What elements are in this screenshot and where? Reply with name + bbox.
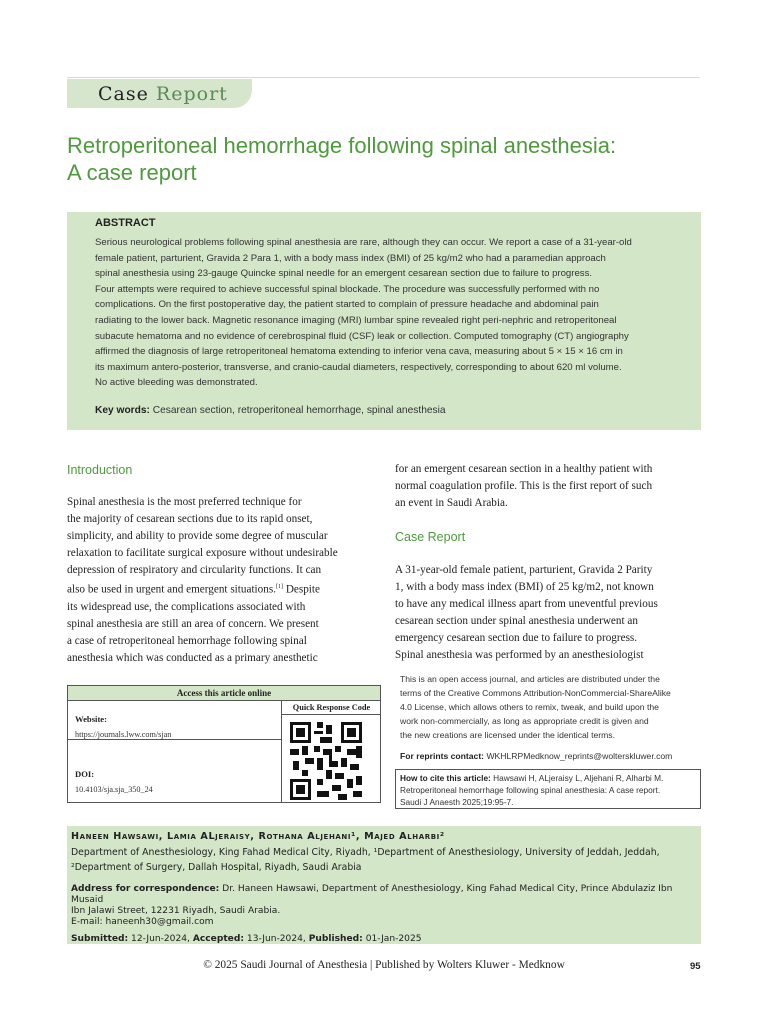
abstract-line: affirmed the diagnosis of large retroperitoneal hematoma extending to inferior vena cava, measuring about 5 × 15 × 16 cm in bbox=[95, 346, 623, 358]
cite-line-2: Retroperitoneal hemorrhage following spinal anesthesia: A case report. bbox=[400, 785, 661, 795]
intro-line: Spinal anesthesia is the most preferred technique for bbox=[67, 496, 302, 508]
abstract-line: subacute hematoma and no evidence of cerebrospinal fluid (CSF) leak or collection. Computed tomography (CT) angiography bbox=[95, 330, 629, 342]
intro-line: its widespread use, the complications associated with bbox=[67, 600, 306, 613]
corr-line-1 bbox=[71, 884, 697, 906]
cite-box bbox=[395, 769, 701, 809]
author-names: Haneen Hawsawi, Lamia ALjeraisy, Rothana Aljehani¹, Majed Alharbi² bbox=[71, 831, 445, 842]
body-line: for an emergent cesarean section in a healthy patient with bbox=[395, 463, 653, 475]
abstract-line: female patient, parturient, Gravida 2 Para 1, with a body mass index (BMI) of 25 kg/m2 who had a paramedian approach bbox=[95, 252, 606, 264]
footer-text: © 2025 Saudi Journal of Anesthesia | Published by Wolters Kluwer - Medknow bbox=[203, 959, 565, 971]
reprints-email[interactable]: WKHLRPMedknow_reprints@wolterskluwer.com bbox=[486, 751, 673, 761]
corr-email[interactable]: E-mail: haneenh30@gmail.com bbox=[71, 917, 214, 927]
access-heading: Access this article online bbox=[68, 686, 380, 701]
keywords-value: Cesarean section, retroperitoneal hemorrhage, spinal anesthesia bbox=[152, 404, 446, 416]
abstract-line: its maximum antero-posterior, transverse, and cranio-caudal diameters, respectively, corresponding to about 620 ml volume. bbox=[95, 361, 622, 373]
authors-box bbox=[67, 826, 701, 944]
intro-body bbox=[67, 494, 375, 667]
access-divider bbox=[68, 739, 282, 740]
corr-line-2: Ibn Jalawi Street, 12231 Riyadh, Saudi Arabia. bbox=[71, 906, 281, 916]
cite-line-3: Saudi J Anaesth 2025;19:95-7. bbox=[400, 797, 514, 807]
abstract-line: radiating to the lower back. Magnetic resonance imaging (MRI) lumbar spine revealed right peri-nephric and retroperitoneal bbox=[95, 314, 617, 326]
case-line: 1, with a body mass index (BMI) of 25 kg/m2, not known bbox=[395, 581, 654, 593]
affiliation-line-2: ²Department of Surgery, Dallah Hospital, Riyadh, Saudi Arabia bbox=[71, 861, 362, 873]
accepted-label: Accepted: bbox=[192, 934, 245, 944]
abstract-line: Four attempts were required to achieve successful spinal blockade. The procedure was successfully performed with no bbox=[95, 283, 600, 295]
case-report-body bbox=[395, 562, 701, 664]
corr-address-1: Dr. Haneen Hawsawi, Department of Anesthesiology, King Fahad Medical City, Prince Abdulaziz Ibn Musaid bbox=[71, 884, 673, 905]
section-label bbox=[98, 83, 228, 105]
case-line: Spinal anesthesia was performed by an anesthesiologist bbox=[395, 649, 644, 661]
abstract-body bbox=[95, 235, 675, 391]
case-line: A 31-year-old female patient, parturient, Gravida 2 Parity bbox=[395, 564, 653, 576]
section-label-case: Case bbox=[98, 83, 149, 105]
case-line: cesarean section under spinal anesthesia underwent an bbox=[395, 615, 638, 627]
case-line: emergency cesarean section due to failure to progress. bbox=[395, 632, 638, 644]
license-line: terms of the Creative Commons Attribution-NonCommercial-ShareAlike bbox=[400, 688, 671, 698]
published-label: Published: bbox=[308, 934, 363, 944]
section-label-report: Report bbox=[155, 83, 228, 105]
case-report-heading: Case Report bbox=[395, 530, 466, 544]
license-line: 4.0 License, which allows others to remix, tweak, and build upon the bbox=[400, 702, 659, 712]
intro-line: relaxation to facilitate surgical exposure without undesirable bbox=[67, 547, 338, 559]
cite-label: How to cite this article: bbox=[400, 773, 491, 783]
cite-authors: Hawsawi H, ALjeraisy L, Aljehani R, Alharbi M. bbox=[493, 773, 664, 783]
case-line: to have any medical illness apart from uneventful previous bbox=[395, 598, 658, 610]
qr-code[interactable] bbox=[290, 722, 362, 800]
license-line: This is an open access journal, and articles are distributed under the bbox=[400, 674, 660, 684]
accepted-date: 13-Jun-2024, bbox=[246, 934, 306, 944]
doi-link[interactable]: 10.4103/sja.sja_350_24 bbox=[75, 785, 153, 794]
corr-label: Address for correspondence: bbox=[71, 884, 220, 894]
published-date: 01-Jan-2025 bbox=[365, 934, 422, 944]
abstract-line: Serious neurological problems following spinal anesthesia are rare, although they can occur. We report a case of a 31-year-old bbox=[95, 237, 632, 248]
body-line: normal coagulation profile. This is the first report of such bbox=[395, 480, 653, 492]
intro-line: the majority of cesarean sections due to its rapid onset, bbox=[67, 513, 313, 525]
submitted-label: Submitted: bbox=[71, 934, 129, 944]
qr-label: Quick Response Code bbox=[282, 701, 381, 715]
intro-line: simplicity, and ability to provide some degree of muscular bbox=[67, 530, 328, 542]
page-number: 95 bbox=[690, 961, 701, 972]
intro-heading: Introduction bbox=[67, 463, 133, 477]
affiliation-line-1: Department of Anesthesiology, King Fahad Medical City, Riyadh, ¹Department of Anesthesiology, University of Jeddah, Jeddah, bbox=[71, 847, 660, 858]
affiliations bbox=[71, 846, 697, 875]
reprints-label: For reprints contact: bbox=[400, 751, 485, 761]
intro-line-text: also be used in urgent and emergent situations. bbox=[67, 583, 277, 596]
website-label: Website: bbox=[75, 714, 107, 724]
article-dates bbox=[71, 933, 697, 945]
intro-line: spinal anesthesia are still an area of concern. We present bbox=[67, 617, 319, 630]
correspondence bbox=[71, 884, 697, 928]
abstract-heading: ABSTRACT bbox=[95, 217, 156, 229]
intro-line bbox=[67, 579, 375, 599]
keywords-label: Key words: bbox=[95, 404, 150, 416]
abstract-line: spinal anesthesia using 23-gauge Quincke spinal needle for an emergent cesarean section due to failure to progress. bbox=[95, 268, 593, 280]
cite-line-1 bbox=[400, 772, 696, 784]
license-line: work non-commercially, as long as appropriate credit is given and bbox=[400, 716, 649, 726]
abstract-line: complications. On the first postoperative day, the patient started to complain of pressure headache and abdominal pain bbox=[95, 299, 599, 311]
doi-label: DOI: bbox=[75, 769, 95, 779]
citation-link[interactable]: [1] bbox=[276, 584, 284, 590]
reprints bbox=[400, 751, 700, 761]
title-line-2: A case report bbox=[67, 160, 197, 185]
abstract-box bbox=[67, 212, 701, 430]
intro-line: a case of retroperitoneal hemorrhage following spinal bbox=[67, 634, 307, 647]
intro-line: depression of respiratory and circularity functions. It can bbox=[67, 564, 322, 576]
website-link[interactable]: https://journals.lww.com/sjan bbox=[75, 730, 172, 739]
right-col-top bbox=[395, 461, 701, 512]
title-line-1: Retroperitoneal hemorrhage following spinal anesthesia: bbox=[67, 133, 617, 158]
license-text bbox=[398, 672, 701, 742]
article-title bbox=[67, 132, 707, 186]
submitted-date: 12-Jun-2024, bbox=[131, 934, 190, 944]
intro-line-tail: Despite bbox=[283, 583, 320, 596]
license-line: the new creations are licensed under the identical terms. bbox=[400, 730, 615, 740]
intro-line: anesthesia which was conducted as a primary anesthetic bbox=[67, 651, 318, 664]
access-box bbox=[67, 685, 381, 803]
header-rule bbox=[67, 77, 700, 78]
abstract-line: No active bleeding was demonstrated. bbox=[95, 377, 258, 389]
keywords bbox=[95, 404, 675, 418]
body-line: an event in Saudi Arabia. bbox=[395, 497, 508, 509]
